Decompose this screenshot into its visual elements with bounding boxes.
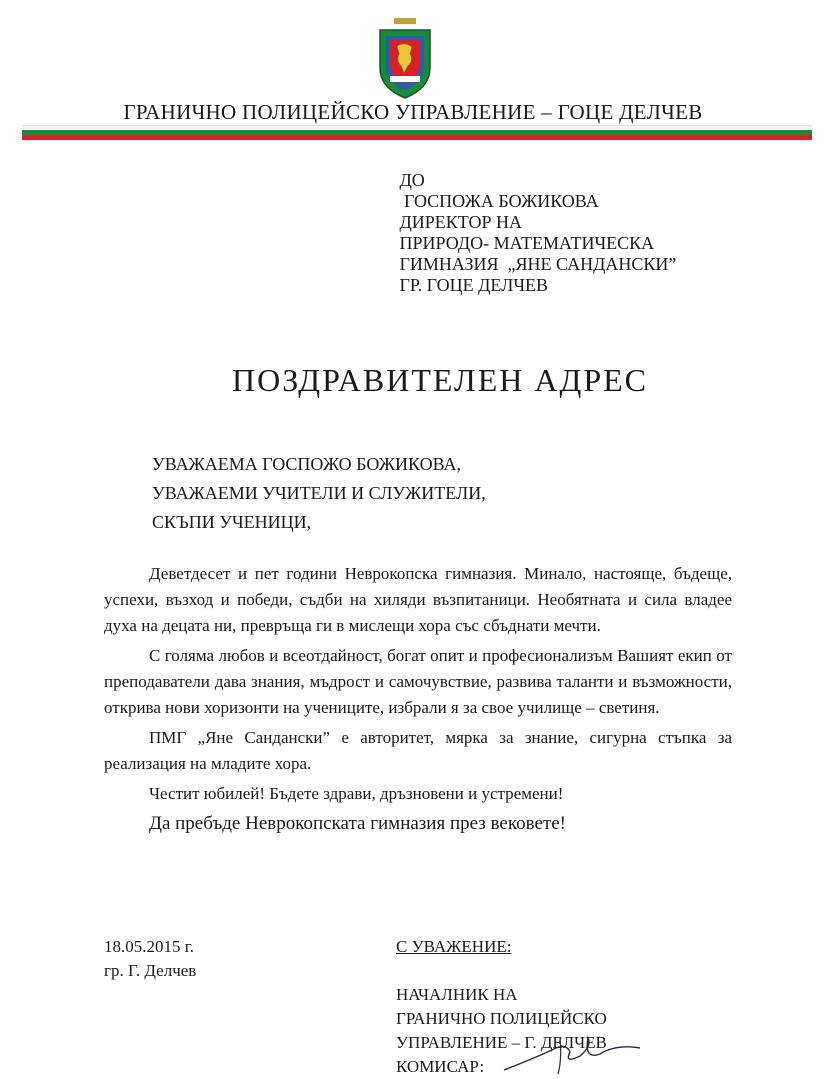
- addressee-line: ГР. ГОЦЕ ДЕЛЧЕВ: [395, 275, 549, 295]
- body-paragraph: С голяма любов и всеотдайност, богат опит и професионализъм Вашият екип от преподаватели дава знания, мъдрост и самочувствие, развива таланти и възможности, открива нови хоризонти на учениците, избрали я за свое училище – светиня.: [104, 646, 732, 717]
- signatory-line: НАЧАЛНИК НА: [396, 985, 518, 1004]
- letter-place: гр. Г. Делчев: [104, 961, 197, 980]
- closing-phrase: С УВАЖЕНИЕ:: [396, 937, 512, 956]
- signatory-line: КОМИСАР:: [396, 1057, 485, 1076]
- handwritten-signature: [500, 1030, 660, 1076]
- body-paragraph: Деветдесет и пет години Неврокопска гимназия. Минало, настояще, бъдеще, успехи, възход и победи, съдби на хиляди възпитаници. Необятната и сила владее духа на децата ни, превръща ги в мислещи хора със сбъднати мечти.: [104, 564, 732, 635]
- addressee-line: ПРИРОДО- МАТЕМАТИЧЕСКА: [395, 233, 655, 253]
- addressee-line: ДИРЕКТОР НА: [395, 212, 523, 232]
- salutation-line: СКЪПИ УЧЕНИЦИ,: [152, 512, 312, 532]
- body-paragraph: Честит юбилей! Бъдете здрави, дръзновени и устремени!: [149, 784, 564, 803]
- addressee-block: [395, 170, 676, 296]
- organization-title: ГРАНИЧНО ПОЛИЦЕЙСКО УПРАВЛЕНИЕ – ГОЦЕ ДЕЛЧЕВ: [123, 100, 703, 124]
- document-title: ПОЗДРАВИТЕЛЕН АДРЕС: [231, 362, 649, 398]
- signatory-line: УПРАВЛЕНИЕ – Г. ДЕЛЧЕВ: [396, 1033, 607, 1052]
- addressee-line: ГОСПОЖА БОЖИКОВА: [395, 191, 599, 211]
- tricolor-band: [22, 125, 812, 141]
- letter-date: 18.05.2015 г.: [104, 937, 195, 956]
- letter-body: [104, 561, 732, 841]
- date-place-block: [104, 935, 196, 983]
- addressee-line: ДО: [395, 170, 425, 190]
- salutation-block: [152, 450, 486, 537]
- signatory-line: ГРАНИЧНО ПОЛИЦЕЙСКО: [396, 1009, 607, 1028]
- body-paragraph: ПМГ „Яне Сандански” е авторитет, мярка за знание, сигурна стъпка за реализация на младите хора.: [104, 728, 732, 773]
- body-paragraph: Да пребъде Неврокопската гимназия през вековете!: [149, 813, 566, 834]
- border-police-crest-icon: [374, 16, 436, 100]
- addressee-line: ГИМНАЗИЯ „ЯНЕ САНДАНСКИ”: [395, 254, 677, 274]
- salutation-line: УВАЖАЕМА ГОСПОЖО БОЖИКОВА,: [152, 454, 461, 474]
- salutation-line: УВАЖАЕМИ УЧИТЕЛИ И СЛУЖИТЕЛИ,: [152, 483, 486, 503]
